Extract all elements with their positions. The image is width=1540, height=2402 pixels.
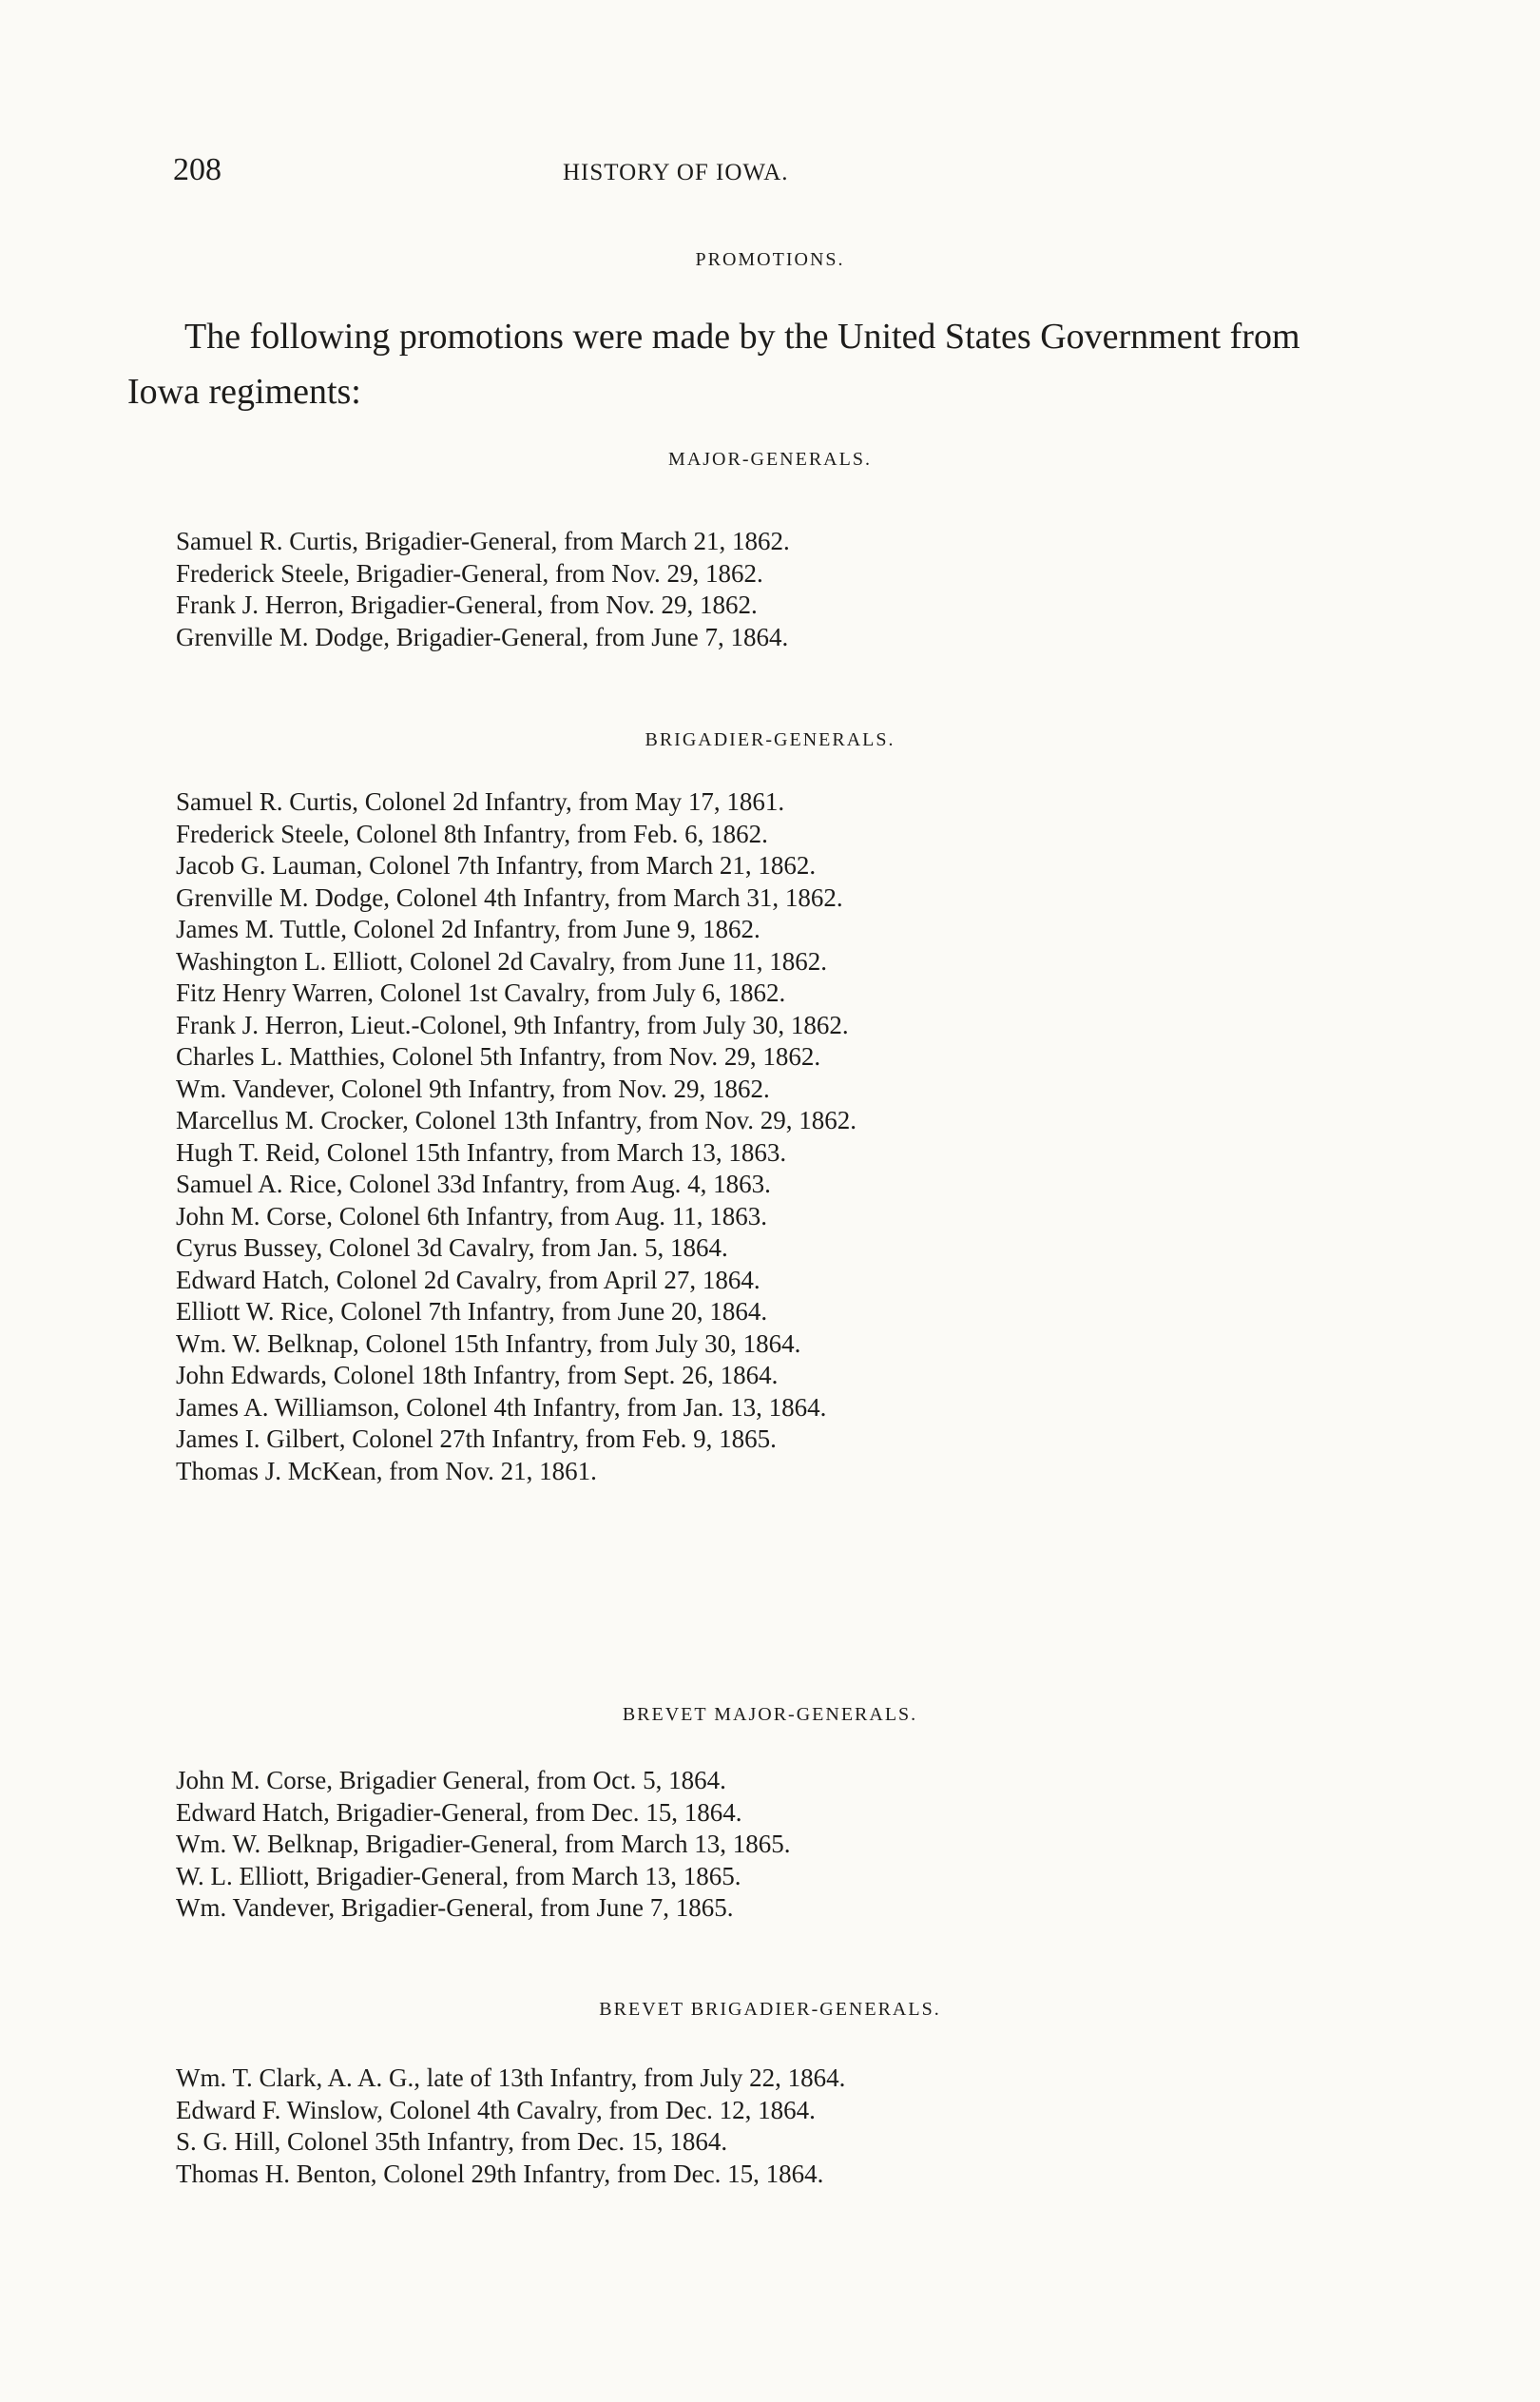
list-item: Grenville M. Dodge, Brigadier-General, from June 7, 1864. <box>176 622 789 651</box>
list-item: Thomas J. McKean, from Nov. 21, 1861. <box>176 1456 597 1485</box>
list-item: Jacob G. Lauman, Colonel 7th Infantry, from March 21, 1862. <box>176 851 817 880</box>
section-heading-brevet-brigadier-generals: BREVET BRIGADIER-GENERALS. <box>599 1999 941 2020</box>
brigadier-generals-list <box>176 786 1345 1487</box>
list-item: Wm. Vandever, Colonel 9th Infantry, from Nov. 29, 1862. <box>176 1074 770 1103</box>
running-head: HISTORY OF IOWA. <box>563 160 789 185</box>
list-item: Samuel R. Curtis, Brigadier-General, from March 21, 1862. <box>176 527 790 555</box>
page-number: 208 <box>173 152 221 187</box>
list-item: James A. Williamson, Colonel 4th Infantry, from Jan. 13, 1864. <box>176 1392 827 1422</box>
list-item: Frederick Steele, Colonel 8th Infantry, from Feb. 6, 1862. <box>176 819 768 848</box>
list-item: Frank J. Herron, Brigadier-General, from Nov. 29, 1862. <box>176 591 758 619</box>
list-item: Marcellus M. Crocker, Colonel 13th Infantry, from Nov. 29, 1862. <box>176 1106 857 1134</box>
list-item: Wm. T. Clark, A. A. G., late of 13th Infantry, from July 22, 1864. <box>176 2063 846 2092</box>
list-item: Fitz Henry Warren, Colonel 1st Cavalry, from July 6, 1862. <box>176 978 786 1007</box>
list-item: Wm. Vandever, Brigadier-General, from June 7, 1865. <box>176 1893 734 1922</box>
page-title: PROMOTIONS. <box>695 249 845 270</box>
list-item: James M. Tuttle, Colonel 2d Infantry, from June 9, 1862. <box>176 915 760 943</box>
list-item: Edward F. Winslow, Colonel 4th Cavalry, from Dec. 12, 1864. <box>176 2095 816 2124</box>
list-item: Wm. W. Belknap, Colonel 15th Infantry, from July 30, 1864. <box>176 1328 801 1358</box>
list-item: Frank J. Herron, Lieut.-Colonel, 9th Infantry, from July 30, 1862. <box>176 1010 849 1039</box>
list-item: S. G. Hill, Colonel 35th Infantry, from Dec. 15, 1864. <box>176 2127 728 2156</box>
brevet-major-generals-list <box>176 1765 1345 1925</box>
list-item: Edward Hatch, Colonel 2d Cavalry, from April 27, 1864. <box>176 1265 760 1294</box>
list-item: Frederick Steele, Brigadier-General, from Nov. 29, 1862. <box>176 558 763 588</box>
brevet-brigadier-generals-list <box>176 2063 1345 2190</box>
list-item: John Edwards, Colonel 18th Infantry, from Sept. 26, 1864. <box>176 1361 779 1389</box>
list-item: John M. Corse, Brigadier General, from Oct. 5, 1864. <box>176 1766 726 1794</box>
list-item: W. L. Elliott, Brigadier-General, from March 13, 1865. <box>176 1861 741 1890</box>
list-item: Washington L. Elliott, Colonel 2d Cavalry, from June 11, 1862. <box>176 946 827 976</box>
list-item: Samuel R. Curtis, Colonel 2d Infantry, from May 17, 1861. <box>176 787 785 816</box>
list-item: Charles L. Matthies, Colonel 5th Infantry, from Nov. 29, 1862. <box>176 1042 821 1071</box>
list-item: James I. Gilbert, Colonel 27th Infantry, from Feb. 9, 1865. <box>176 1424 777 1453</box>
major-generals-list <box>176 526 1345 653</box>
list-item: Samuel A. Rice, Colonel 33d Infantry, from Aug. 4, 1863. <box>176 1170 771 1198</box>
section-heading-brevet-major-generals: BREVET MAJOR-GENERALS. <box>622 1704 918 1725</box>
list-item: Hugh T. Reid, Colonel 15th Infantry, from March 13, 1863. <box>176 1137 787 1167</box>
list-item: John M. Corse, Colonel 6th Infantry, from Aug. 11, 1863. <box>176 1201 767 1230</box>
list-item: Edward Hatch, Brigadier-General, from Dec. 15, 1864. <box>176 1797 742 1827</box>
intro-paragraph <box>127 309 1344 419</box>
intro-text: The following promotions were made by the United States Government from Iowa regiments: <box>127 317 1300 412</box>
list-item: Elliott W. Rice, Colonel 7th Infantry, from June 20, 1864. <box>176 1297 768 1326</box>
list-item: Cyrus Bussey, Colonel 3d Cavalry, from Jan. 5, 1864. <box>176 1233 728 1262</box>
section-heading-brigadier-generals: BRIGADIER-GENERALS. <box>645 729 895 750</box>
list-item: Thomas H. Benton, Colonel 29th Infantry, from Dec. 15, 1864. <box>176 2159 824 2188</box>
page-header <box>173 152 1143 190</box>
section-heading-major-generals: MAJOR-GENERALS. <box>668 449 872 470</box>
list-item: Grenville M. Dodge, Colonel 4th Infantry, from March 31, 1862. <box>176 882 843 912</box>
list-item: Wm. W. Belknap, Brigadier-General, from March 13, 1865. <box>176 1830 791 1858</box>
